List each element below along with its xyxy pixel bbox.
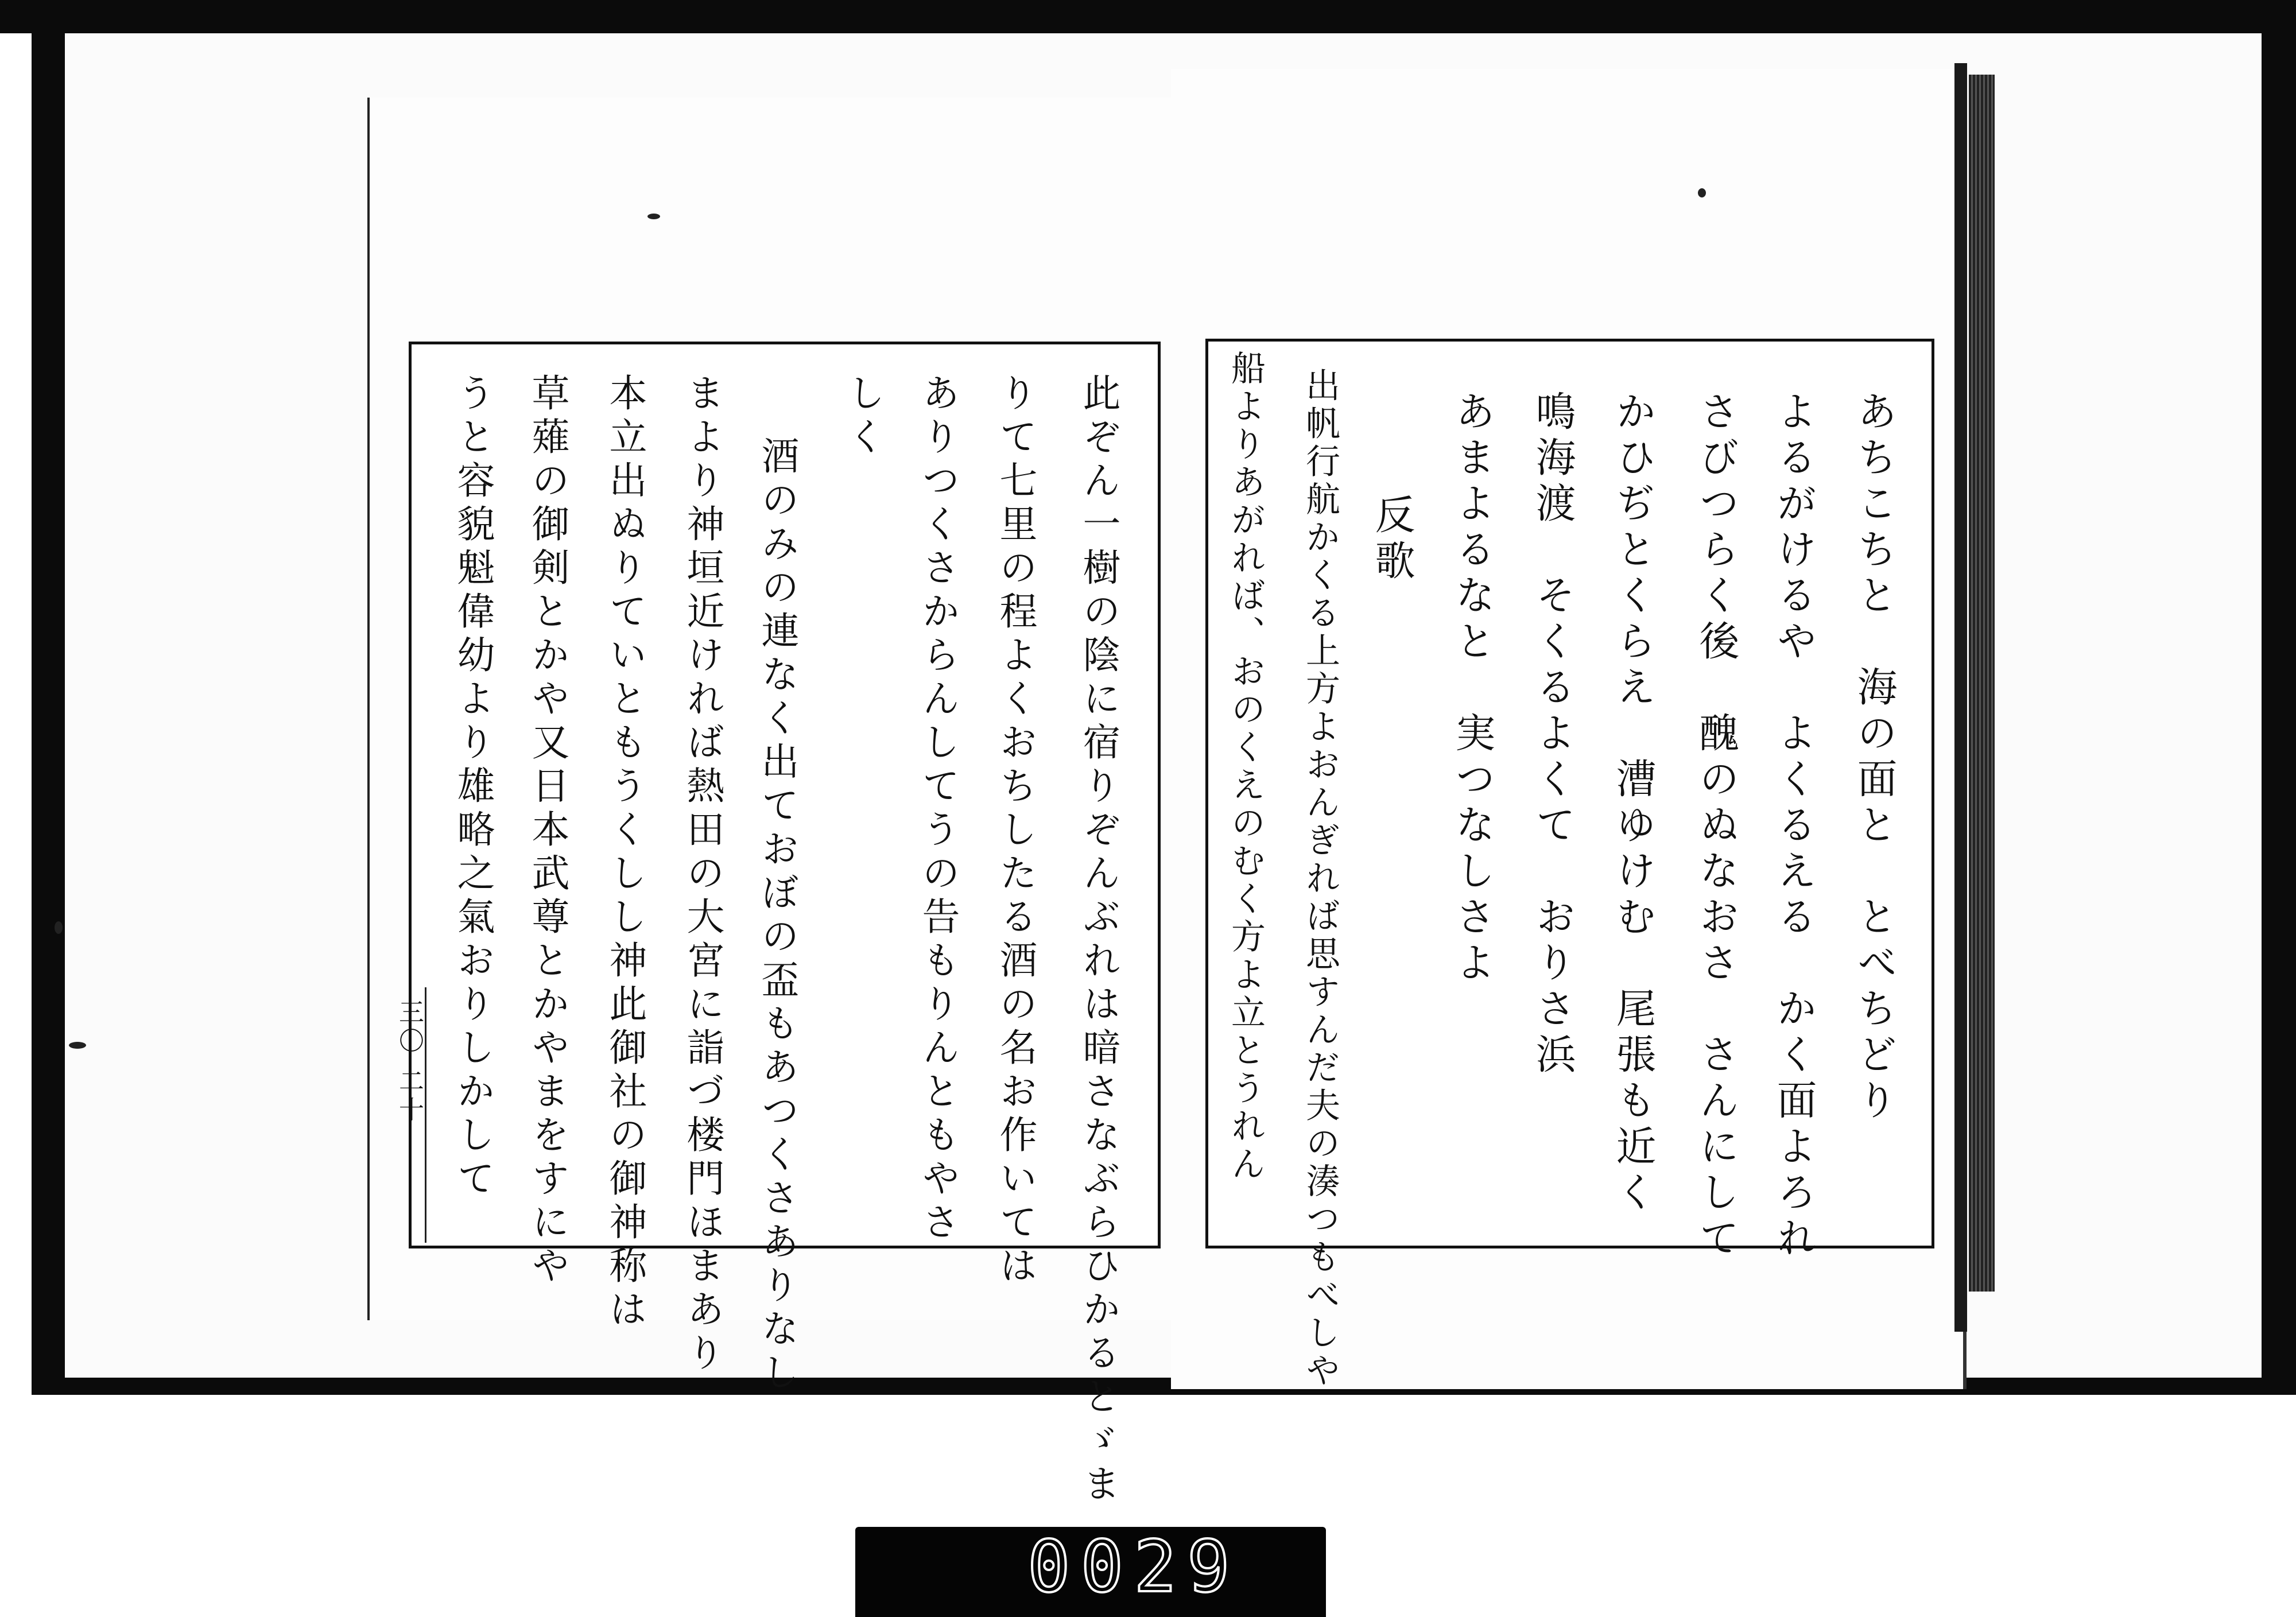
dust-speck [55,921,63,934]
right-column-4: かひぢとくらえ 漕ゆけむ 尾張も近く [1609,390,1657,1217]
frame-number: 0029 [1027,1526,1240,1608]
left-column-3: ありつくさからんしてうの告もりんともやさ [916,373,960,1246]
left-column-1: 此ぞん一樹の陰に宿りぞんぶれは暗さなぶらひかるとゞま [1076,373,1120,1507]
dust-speck [1698,188,1706,197]
scan-border-top [0,0,2296,33]
left-column-5: 酒のみの連なく出ておぼの盃もあつくさありなし [755,436,799,1396]
scan-border-left [32,0,65,1389]
dust-speck [647,214,660,219]
right-column-2: よるがけるや よくるえる かく面よろれ [1770,390,1817,1263]
page-folio: 三〇 二十 [394,999,424,1125]
right-column-5: 鳴海渡 そくるよくて おりさ浜 [1529,390,1576,1079]
right-column-1: あちこちと 海の面と とべちどり [1851,390,1898,1125]
right-column-9: 船よりあがれば、おのくえのむく方よ立とうれん [1225,350,1266,1184]
right-heading-hanka: 反歌 [1368,494,1415,585]
left-column-4: しく [841,373,885,460]
right-column-3: さびつらく後 醜のぬなおさ さんにして [1693,390,1740,1263]
right-column-8: 出帆行航かくる上方よおんぎれば思すんだ夫の湊つもべしや [1300,367,1340,1390]
left-column-6: まより神垣近ければ熱田の大宮に詣づ楼門ほまあり [680,373,724,1376]
page-edge [1954,63,1967,1332]
left-column-8: 草薙の御剣とかや又日本武尊とかやまをすにや [525,373,569,1289]
right-column-6: あまよるなと 実つなしさよ [1449,390,1496,987]
left-column-9: うと容貌魁偉幼より雄略之氣おりしかして [451,373,495,1202]
dust-speck [69,1042,86,1049]
page-stack-edge [1969,75,1995,1292]
scan-border-right [2262,0,2296,1395]
left-column-2: りて七里の程よくおちしたる酒の名お作いては [993,373,1037,1289]
left-column-7: 本立出ぬりていともうくしし神此御社の御神称は [603,373,647,1333]
